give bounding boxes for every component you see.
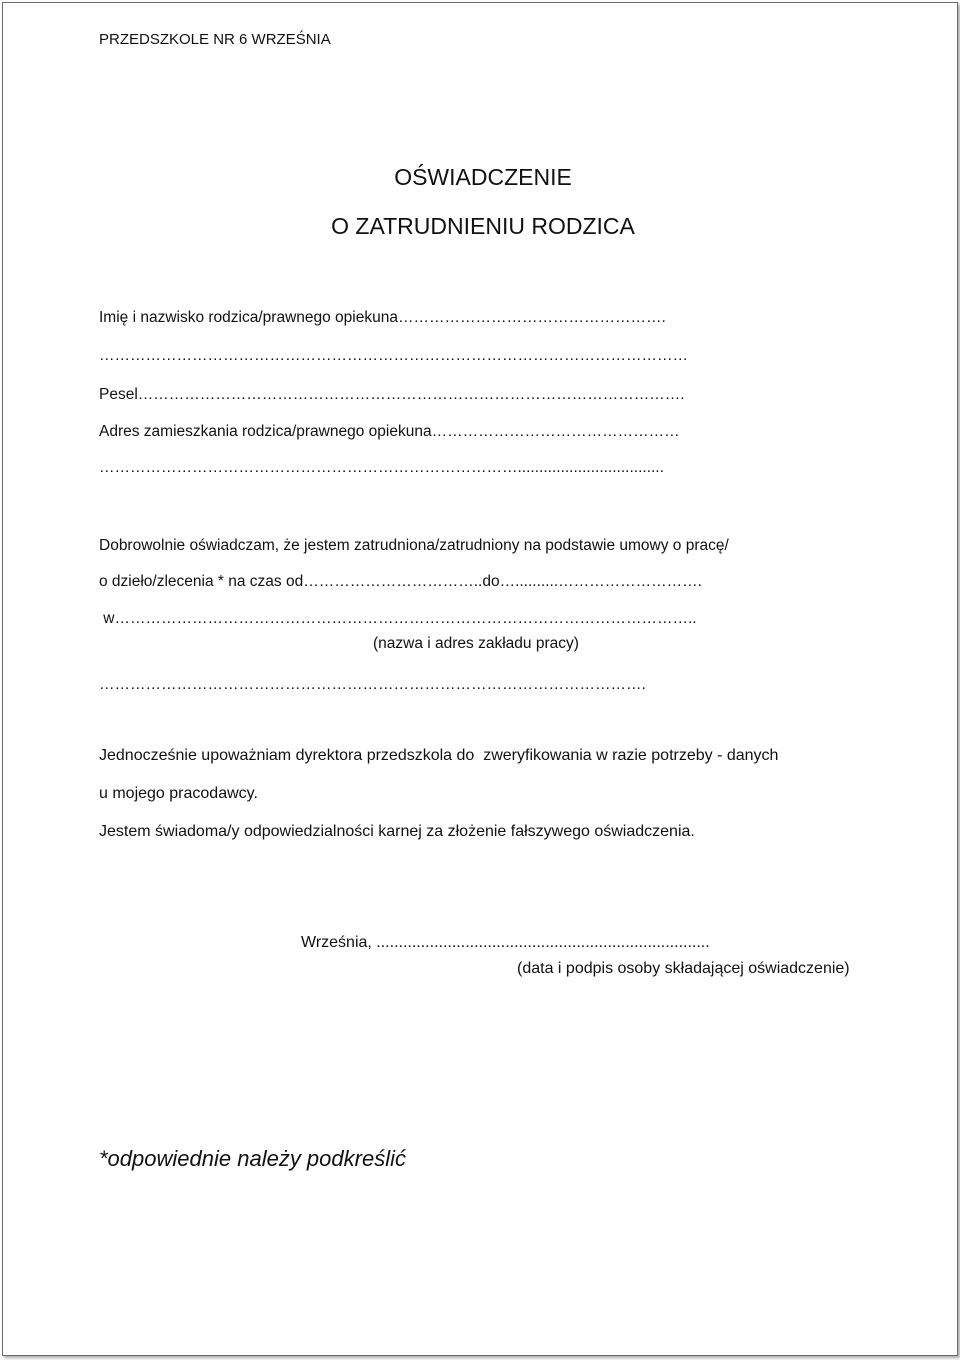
address-field[interactable]: Adres zamieszkania rodzica/prawnego opiekuna………………………………………… xyxy=(99,423,680,440)
statement-line-2[interactable]: o dzieło/zlecenia * na czas od……………………………..do…..........………………………. xyxy=(99,573,702,590)
authorization-line-1: Jednocześnie upoważniam dyrektora przedszkola do zweryfikowania w razie potrzeby - danych xyxy=(99,747,779,764)
workplace-caption: (nazwa i adres zakładu pracy) xyxy=(373,635,579,652)
pesel-field[interactable]: Pesel……………………………………………………………………………………………. xyxy=(99,386,685,403)
parent-name-continuation[interactable]: …………………………………………………………………………………………………… xyxy=(99,347,688,364)
institution-header: PRZEDSZKOLE NR 6 WRZEŚNIA xyxy=(99,31,331,48)
responsibility-statement: Jestem świadoma/y odpowiedzialności karnej za złożenie fałszywego oświadczenia. xyxy=(99,823,695,840)
signature-place-date[interactable]: Września, ........................................................................... xyxy=(301,934,710,951)
document-title: OŚWIADCZENIE xyxy=(394,164,572,190)
statement-line-1: Dobrowolnie oświadczam, że jestem zatrudniona/zatrudniony na podstawie umowy o pracę/ xyxy=(99,537,729,554)
workplace-field[interactable]: w………………………………………………………………………………………………….. xyxy=(99,610,697,627)
document-subtitle: O ZATRUDNIENIU RODZICA xyxy=(331,213,635,239)
footnote: *odpowiednie należy podkreślić xyxy=(99,1146,406,1171)
document-page xyxy=(2,2,958,1356)
workplace-continuation[interactable]: ……………………………………………………………………………………………. xyxy=(99,676,646,693)
address-continuation[interactable]: ……………………………………………………………………….................................. xyxy=(99,459,664,476)
signature-caption: (data i podpis osoby składającej oświadczenie) xyxy=(517,960,850,977)
parent-name-field[interactable]: Imię i nazwisko rodzica/prawnego opiekuna……………………………………………. xyxy=(99,309,666,326)
authorization-line-2: u mojego pracodawcy. xyxy=(99,785,258,802)
